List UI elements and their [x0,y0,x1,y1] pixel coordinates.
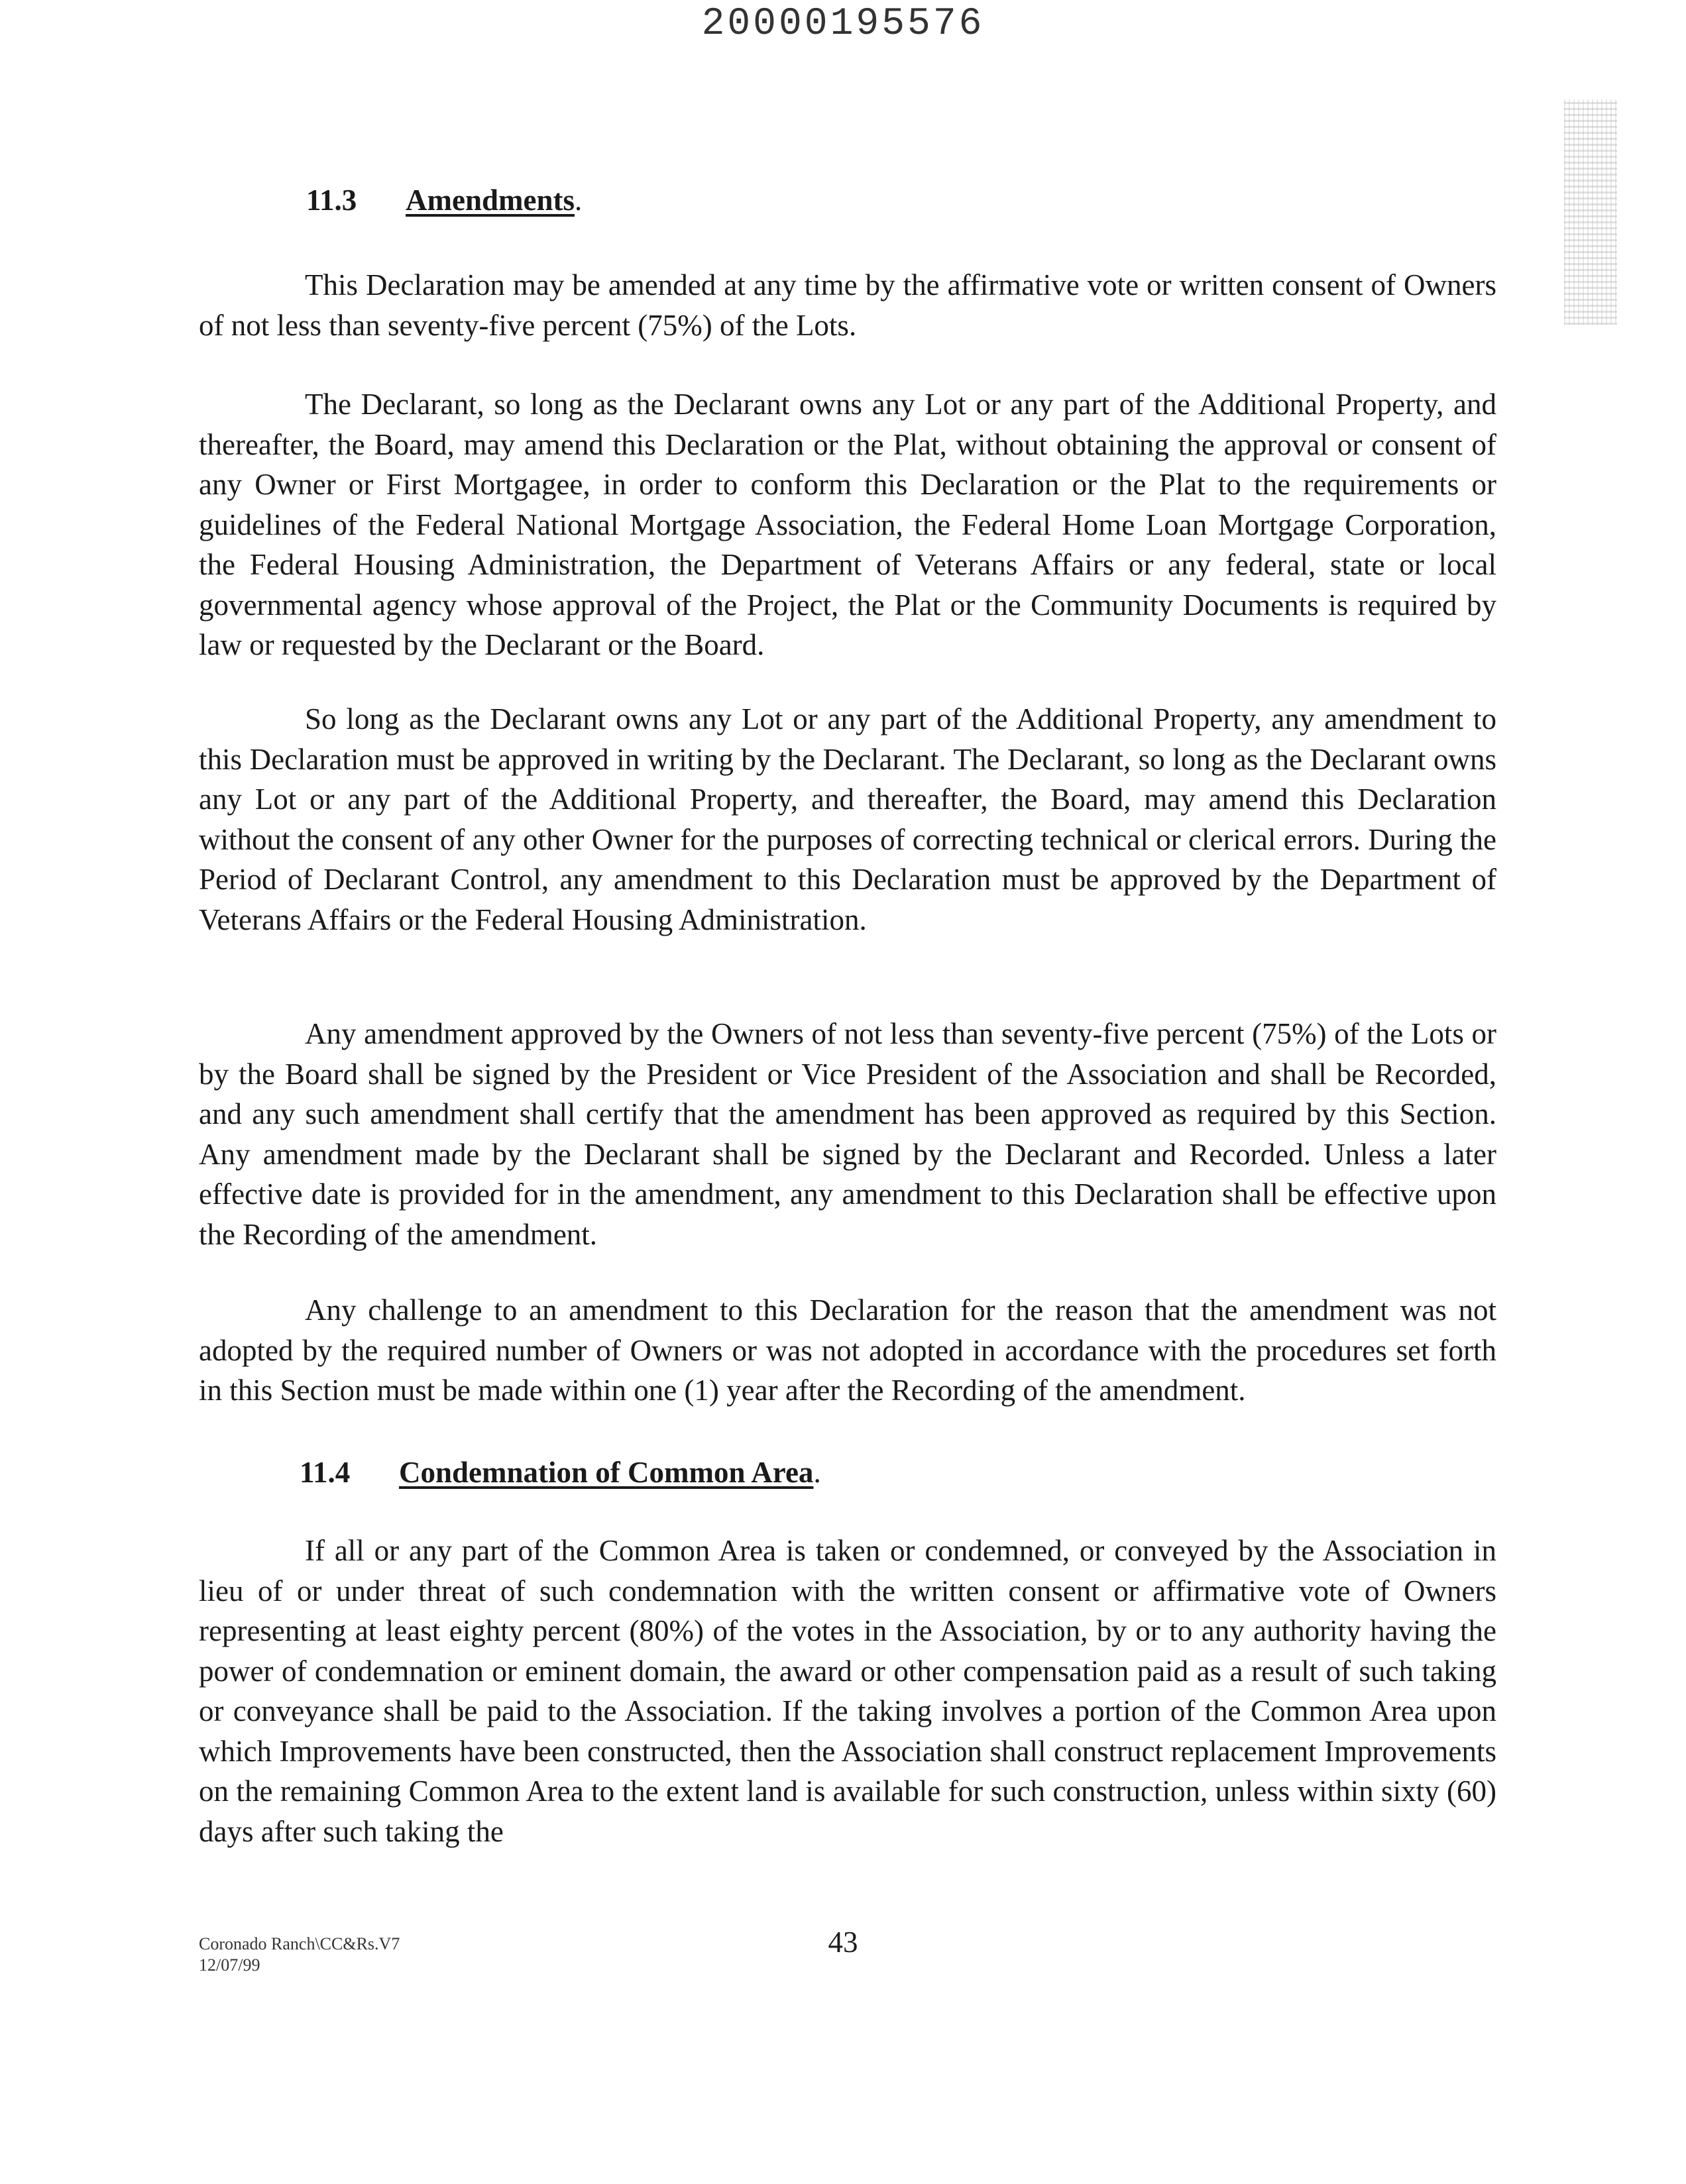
paragraph: The Declarant, so long as the Declarant owns any Lot or any part of the Additional Property, and thereafter, the Board, may amend this Declaration or the Plat, without obtaining the approval or consent of any Owner or First Mortgagee, in order to conform this Declaration or the Plat to the requirements or guidelines of the Federal National Mortgage Association, the Federal Home Loan Mortgage Corporation, the Federal Housing Administration, the Department of Veterans Affairs or any federal, state or local governmental agency whose approval of the Project, the Plat or the Community Documents is required by law or requested by the Declarant or the Board. [199,388,1496,661]
paragraph: This Declaration may be amended at any time by the affirmative vote or written consent of Owners of not less than seventy-five percent (75%) of the Lots. [199,268,1496,342]
section-number: 11.3 [306,184,357,217]
page-number: 43 [828,1926,858,1959]
section-number: 11.4 [300,1456,351,1489]
paragraph: If all or any part of the Common Area is taken or condemned, or conveyed by the Association in lieu of or under threat of such condemnation with the written consent or affirmative vote of Owners representing at least eighty percent (80%) of the votes in the Association, by or to any authority having the power of condemnation or eminent domain, the award or other compensation paid as a result of such taking or conveyance shall be paid to the Association. If the taking involves a portion of the Common Area upon which Improvements have been constructed, then the Association shall construct replacement Improvements on the remaining Common Area to the extent land is available for such construction, unless within sixty (60) days after such taking the [199,1534,1496,1848]
paragraph: Any challenge to an amendment to this Declaration for the reason that the amendment was not adopted by the required number of Owners or was not adopted in accordance with the procedures set forth in this Section must be made within one (1) year after the Recording of the amendment. [199,1293,1496,1407]
scan-artifact [1564,99,1617,325]
section-title: Amendments [406,184,575,217]
footer-file-ref: Coronado Ranch\CC&Rs.V7 [199,1934,400,1953]
paragraph: Any amendment approved by the Owners of not less than seventy-five percent (75%) of the Lots or by the Board shall be signed by the President or Vice President of the Association and shall be Recorded, and any such amendment shall certify that the amendment has been approved as required by this Section. Any amendment made by the Declarant shall be signed by the Declarant and Recorded. Unless a later effective date is provided for in the amendment, any amendment to this Declaration shall be effective upon the Recording of the amendment. [199,1017,1496,1251]
paragraph: So long as the Declarant owns any Lot or any part of the Additional Property, any amendment to this Declaration must be approved in writing by the Declarant. The Declarant, so long as the Declarant owns any Lot or any part of the Additional Property, and thereafter, the Board, may amend this Declaration without the consent of any other Owner for the purposes of correcting technical or clerical errors. During the Period of Declarant Control, any amendment to this Declaration must be approved by the Department of Veterans Affairs or the Federal Housing Administration. [199,702,1496,936]
footer-reference [199,1934,400,1976]
section-heading-11-3: 11.3 Amendments. [306,180,582,220]
section-heading-11-4: 11.4 Condemnation of Common Area. [300,1452,821,1492]
document-number: 20000195576 [701,3,985,46]
section-title: Condemnation of Common Area [399,1456,814,1489]
footer-date: 12/07/99 [199,1955,260,1975]
